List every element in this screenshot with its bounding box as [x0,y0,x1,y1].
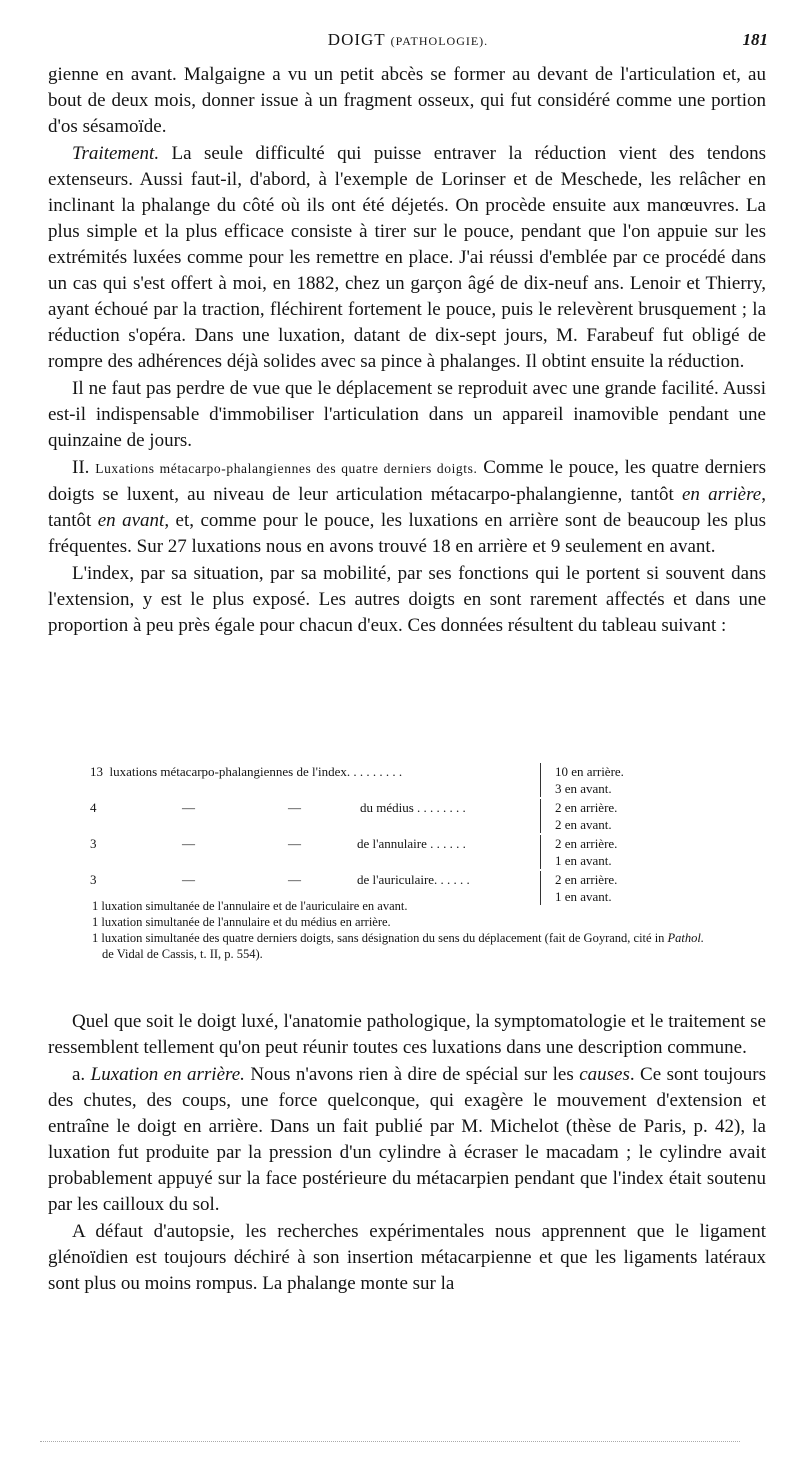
row-ditto-1: — [182,836,195,851]
paragraph-autopsie: A défaut d'autopsie, les recherches expérimentales nous apprennent que le ligament glénoïdien est toujours déchiré à son insertion métacarpienne et que les ligaments latéraux sont plus ou moins rompus. La phalange monte sur la [48,1221,766,1294]
table-row [90,799,730,835]
paragraph-immobilisation: Il ne faut pas perdre de vue que le déplacement se reproduit avec une grande facilité. Aussi est-il indispensable d'immobiliser l'articulation dans un appareil inamovible pendant une quinzaine de jours. [48,378,766,451]
section-a-text-b: . Ce sont toujours des chutes, des coups, une force quelconque, qui exagère le mouvement d'extension et entraîne le doigt en arrière. Dans un fait publié par M. Michelot (thèse de Paris, p. 42), la luxation fut produite par la pression d'un cylindre à écraser le macadam ; le cylindre avait probablement appuyé sur la face postérieure du métacarpien pendant que l'index était soutenu par les cailloux du sol. [48,1064,766,1215]
row-label: luxations métacarpo-phalangiennes de l'index. . . . . . . . . [109,764,403,779]
running-title [48,30,768,50]
page-number: 181 [742,30,768,49]
row-ditto-2: — [288,872,301,887]
running-title-sub: (PATHOLOGIE). [390,34,489,48]
row-label: de l'auriculaire. . . . . . [357,872,470,887]
row-back: 2 en arrière. [555,872,618,887]
section-ii-text-a: Comme le pouce, les quatre derniers doigts se luxent, au niveau de leur articulation métacarpo-phalangienne, tantôt [48,457,767,505]
section-ii-number: II. [72,457,90,478]
table-row [90,835,730,871]
row-ditto-2: — [288,800,301,815]
brace [540,799,547,833]
row-back: 10 en arrière. [555,764,624,779]
table-notes [92,898,712,962]
note-3-end: de Vidal de Cassis, t. II, p. 554). [102,947,263,961]
table-row-values [555,763,624,797]
brace [540,835,547,869]
paragraph-index: L'index, par sa situation, par sa mobilité, par ses fonctions qui le portent si souvent dans l'extension, y est le plus exposé. Les autres doigts en sont rarement affectés et dans une proportion à peu près égale pour chacun d'eux. Ces données résultent du tableau suivant : [48,563,766,636]
section-ii-em-arriere: en arrière [681,484,762,505]
row-front: 2 en avant. [555,817,612,832]
row-ditto-1: — [182,872,195,887]
page-header [48,30,768,54]
note-3-em: Pathol. [667,931,705,945]
table-note: 1 luxation simultanée de l'annulaire et du médius en arrière. [92,915,391,929]
paragraph-luxation-arriere [48,1062,766,1218]
brace [540,763,547,797]
paragraph-continuation: gienne en avant. Malgaigne a vu un petit abcès se former au devant de l'articulation et, au bout de deux mois, donner issue à un fragment osseux, qui fut considéré comme une portion d'os sésamoïde. [48,64,766,137]
section-ii-title: Luxations métacarpo-phalangiennes des quatre derniers doigts. [95,461,478,476]
section-a-title: Luxation en arrière. [90,1064,245,1085]
row-count: 3 [90,872,97,887]
row-front: 1 en avant. [555,853,612,868]
paragraph-section-ii [48,455,766,560]
traitement-text: La seule difficulté qui puisse entraver la réduction vient des tendons extenseurs. Aussi faut-il, d'abord, à l'exemple de Lorinser et de Meschede, les relâcher en inclinant la phalange du côté où ils ont été déjetés. On procède ensuite aux manœuvres. La plus simple et la plus efficace consiste à tirer sur le pouce, pendant que l'on appuie sur les extrémités luxées comme pour les remettre en place. J'ai réussi d'emblée par ce procédé dans un cas qui s'est offert à moi, en 1882, chez un garçon âgé de dix-neuf ans. Lenoir et Thierry, ayant échoué par la traction, fléchirent fortement le pouce, puis le relevèrent brusquement ; la réduction s'opéra. Dans une luxation, datant de dix-sept jours, M. Farabeuf fut obligé de rompre des adhérences déjà solides avec sa pince à phalanges. Il obtint ensuite la réduction. [48,143,766,372]
table-row [90,763,730,799]
section-ii-text-b: , tantôt [48,484,766,531]
section-ii-em-avant: en avant [97,510,165,531]
body-text-top [48,62,766,639]
running-title-main: DOIGT [327,30,386,49]
table-row-count [90,763,402,781]
row-count: 13 [90,764,103,779]
table-note: 1 luxation simultanée de l'annulaire et de l'auriculaire en avant. [92,899,408,913]
row-front: 3 en avant. [555,781,612,796]
paragraph-quel-que-soit: Quel que soit le doigt luxé, l'anatomie pathologique, la symptomatologie et le traitement se ressemblent tellement qu'on peut réunir toutes ces luxations dans une description commune. [48,1011,766,1058]
row-ditto-1: — [182,800,195,815]
row-label: du médius . . . . . . . . [360,800,466,815]
footer-rule [40,1441,740,1442]
note-3-text: 1 luxation simultanée des quatre derniers doigts, sans désignation du sens du déplacement (fait de Goyrand, cité in [92,931,668,945]
paragraph-traitement [48,141,766,375]
luxation-table [90,763,730,907]
traitement-heading: Traitement. [72,143,160,164]
row-ditto-2: — [288,836,301,851]
row-back: 2 en arrière. [555,836,618,851]
table-row-values [555,835,617,869]
table-row-values [555,799,617,833]
row-count: 4 [90,800,97,815]
row-count: 3 [90,836,97,851]
table-note [92,930,712,962]
section-ii-text-c: , et, comme pour le pouce, les luxations en arrière sont de beaucoup les plus fréquentes. Sur 27 luxations nous en avons trouvé 18 en arrière et 9 seulement en avant. [48,510,766,557]
row-back: 2 en arrière. [555,800,618,815]
section-a-text-a: Nous n'avons rien à dire de spécial sur les [244,1064,580,1085]
section-a-em-causes: causes [579,1064,630,1085]
body-text-bottom [48,1008,766,1297]
row-front: 1 en avant. [555,889,612,904]
row-label: de l'annulaire . . . . . . [357,836,466,851]
section-a-label: a. [72,1064,86,1085]
